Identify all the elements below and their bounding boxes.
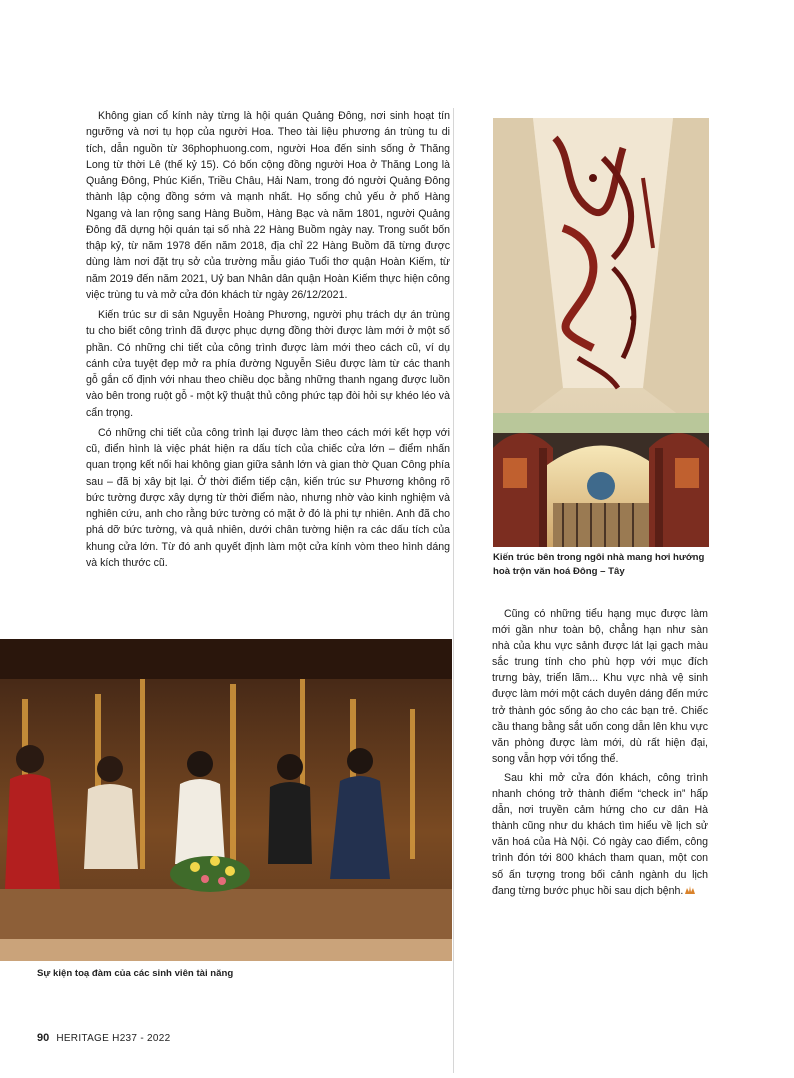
column-divider [453,108,454,1073]
article-paragraph: Không gian cổ kính này từng là hội quán Quảng Đông, nơi sinh hoạt tín ngưỡng và nơi tụ họp của người Hoa. Theo tài liệu phương án trùng tu di tích, dẫn nguồn từ 36phophuong.com, người Hoa đến sinh sống ở Thăng Long từ thời Lê (thế kỷ 15). Có bốn cộng đồng người Hoa ở Thăng Long là Quảng Đông, Phúc Kiến, Triều Châu, Hải Nam, trong đó người Quảng Đông thành lập cộng đồng sớm và mạnh nhất. Họ sống chủ yếu ở phố Hàng Ngang và lan rộng sang Hàng Buồm, Hàng Bạc và năm 1801, người Quảng Đông đã dựng hội quán tại số nhà 22 Hàng Buồm ngày nay. Trong suốt bốn thập kỷ, từ năm 1978 đến năm 2018, địa chỉ 22 Hàng Buồm đã từng được dùng làm nơi đặt trụ sở của trường mẫu giáo Tuổi thơ quận Hoàn Kiếm, từ năm 2019 đến năm 2021, Uỷ ban Nhân dân quận Hoàn Kiếm thực hiện công việc trùng tu và mở cửa đón khách từ ngày 26/12/2021. [86,110,450,301]
photo-caption: Sự kiện toạ đàm của các sinh viên tài năng [37,968,234,979]
article-paragraph: Có những chi tiết của công trình lại được làm theo cách mới kết hợp với cũ, điển hình là việc phát hiện ra dấu tích của chiếc cửa lớn – điểm nhấn quan trọng kết nối hai không gian giữa sảnh lớn và gian thờ Quan Công phía sau – đã bị xây bịt lại. Ở thời điểm tiếp cận, kiến trúc sư Phương không rõ bức tường được xây dựng từ thời điểm nào, nhưng nhờ vào kinh nghiệm và nghiên cứu, anh cho rằng bức tường có mặt ở đó là phi tự nhiên. Anh đã cho phá dỡ bức tường, và quả nhiên, dưới chân tường hiện ra các dấu tích của khung cửa lớn. Từ đó anh quyết định làm một cửa kính vòm theo hình dáng và kích thước cũ. [86,426,450,569]
page-number: 90 [37,1032,50,1044]
article-right-column [492,606,708,902]
student-event-photo [0,639,452,961]
article-paragraph: Sau khi mở cửa đón khách, công trình nhanh chóng trở thành điểm “check in” hấp dẫn, nơi truyền cảm hứng cho cư dân Hà thành cũng như du khách tìm hiểu về lịch sử văn hoá của Hà Nội. Có ngày cao điểm, công trình đón tới 800 khách tham quan, một con số ấn tượng trong bối cảnh ngành du lịch đang từng bước phục hồi sau dịch bệnh. [492,771,708,897]
interior-calligraphy-photo [493,118,709,547]
photo-caption: Kiến trúc bên trong ngôi nhà mang hơi hướng hoà trộn văn hoá Đông – Tây [493,552,705,577]
article-paragraph: Kiến trúc sư di sản Nguyễn Hoàng Phương, người phụ trách dự án trùng tu cho biết công trình đã được phục dựng đồng thời được làm mới ở một số phần. Có những chi tiết của công trình được làm mới theo cách cũ, ví dụ cánh cửa tuyệt đẹp mở ra phía đường Nguyễn Siêu được làm từ các thanh gỗ gắn cố định với nhau theo chiều dọc bằng những thanh ngang được luồn vào bên trong ruột gỗ - một kỹ thuật thủ công phức tạp đòi hỏi sự khéo léo và cẩn trọng. [86,309,450,419]
magazine-issue: HERITAGE H237 - 2022 [56,1033,171,1044]
article-left-column [86,108,450,575]
end-ornament-icon [685,886,695,894]
article-paragraph: Cũng có những tiểu hạng mục được làm mới gần như toàn bộ, chẳng hạn như sàn nhà của khu vực sảnh được lát lại gạch màu sắc trung tính cho phù hợp với mục đích trưng bày, triển lãm... Khu vực nhà vệ sinh được làm mới một cách duyên dáng đến mức trở thành góc sống ảo cho các bạn trẻ. Chiếc cầu thang bằng sắt uốn cong dẫn lên khu vực văn phòng được làm mới, dù rất hiện đại, song vẫn hợp với tổng thể. [492,608,708,765]
page-footer [37,1032,171,1044]
